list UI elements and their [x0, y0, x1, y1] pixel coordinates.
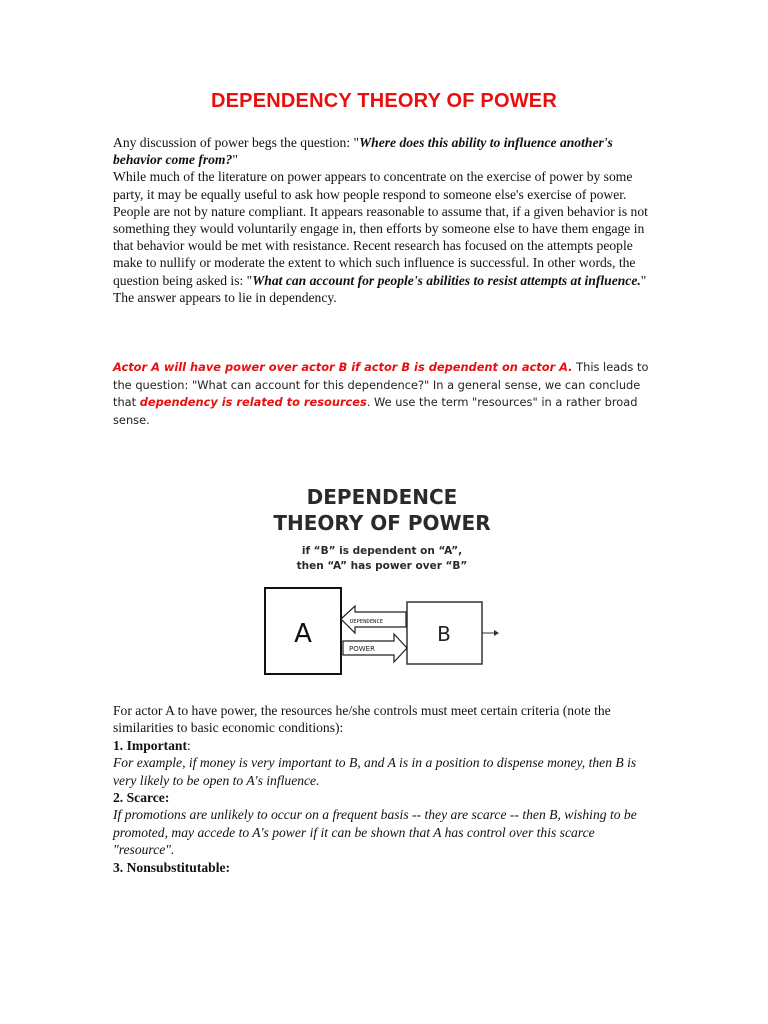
- dependency-lead: Actor A will have power over actor B if actor B is dependent on actor A.: [113, 360, 573, 374]
- intro-paragraph: [113, 134, 658, 306]
- intro-ending: " The answer appears to lie in dependency.: [113, 272, 647, 305]
- diagram-title-line2: THEORY OF POWER: [273, 511, 491, 535]
- dependency-mid: This leads to the question: "What can account for this dependence?" In a general sense, we can conclude that: [113, 360, 649, 410]
- criterion-1-suffix: :: [187, 737, 191, 753]
- intro-body-text: [113, 168, 658, 306]
- diagram-title-line1: DEPENDENCE: [306, 485, 458, 509]
- diagram-subtitle-line2: then “A” has power over “B”: [296, 560, 468, 572]
- criteria-intro: For actor A to have power, the resources he/she controls must meet certain criteria (note the similarities to basic economic conditions):: [113, 703, 611, 736]
- power-arrow-label: POWER: [349, 645, 375, 653]
- intro-pre: Any discussion of power begs the question: ": [113, 135, 360, 150]
- criterion-1-heading: 1. Important: [113, 737, 188, 753]
- criterion-3-heading: 3. Nonsubstitutable:: [113, 859, 231, 875]
- intro-text: [113, 134, 658, 168]
- b-tick-arrowhead: [494, 630, 499, 636]
- box-a-label: A: [294, 619, 312, 649]
- page-title: DEPENDENCY THEORY OF POWER: [211, 90, 557, 112]
- intro-body: While much of the literature on power appears to concentrate on the exercise of power by some party, it may be equally useful to ask how people respond to someone else's exercise of power. People are not by nature compliant. It appears reasonable to assume that, if a given behavior is not something they would voluntarily engage in, then efforts by someone else to have them engage in that behavior would be met with resistance. Recent research has focused on the attempts people make to nullify or moderate the extent to which such influence is successful. In other words, the question being asked is: ": [113, 169, 648, 288]
- criterion-1-text: For example, if money is very important to B, and A is in a position to dispense money, then B is very likely to be open to A's influence.: [113, 755, 637, 788]
- dependency-red2: dependency is related to resources: [139, 395, 367, 410]
- criterion-2-heading: 2. Scarce:: [113, 790, 170, 806]
- dependence-arrow-label: DEPENDENCE: [350, 619, 384, 625]
- intro-question: Where does this ability to influence another's behavior come from?: [113, 135, 613, 168]
- intro-post: ": [232, 152, 238, 168]
- diagram-subtitle-line1: if “B” is dependent on “A”,: [301, 545, 463, 557]
- dependency-end: . We use the term "resources" in a rather broad sense.: [113, 395, 638, 427]
- dependency-paragraph: [113, 359, 653, 429]
- criterion-2-text: If promotions are unlikely to occur on a frequent basis -- they are scarce -- then B, wishing to be promoted, may accede to A's power if it can be shown that A has control over this scarce "resource".: [113, 807, 637, 858]
- intro-question2: What can account for people's abilities to resist attempts at influence.: [252, 272, 641, 288]
- criterion-1-title: [113, 737, 658, 754]
- criteria-section: [113, 702, 658, 876]
- box-b-label: B: [437, 622, 451, 646]
- dependence-diagram: [254, 478, 514, 688]
